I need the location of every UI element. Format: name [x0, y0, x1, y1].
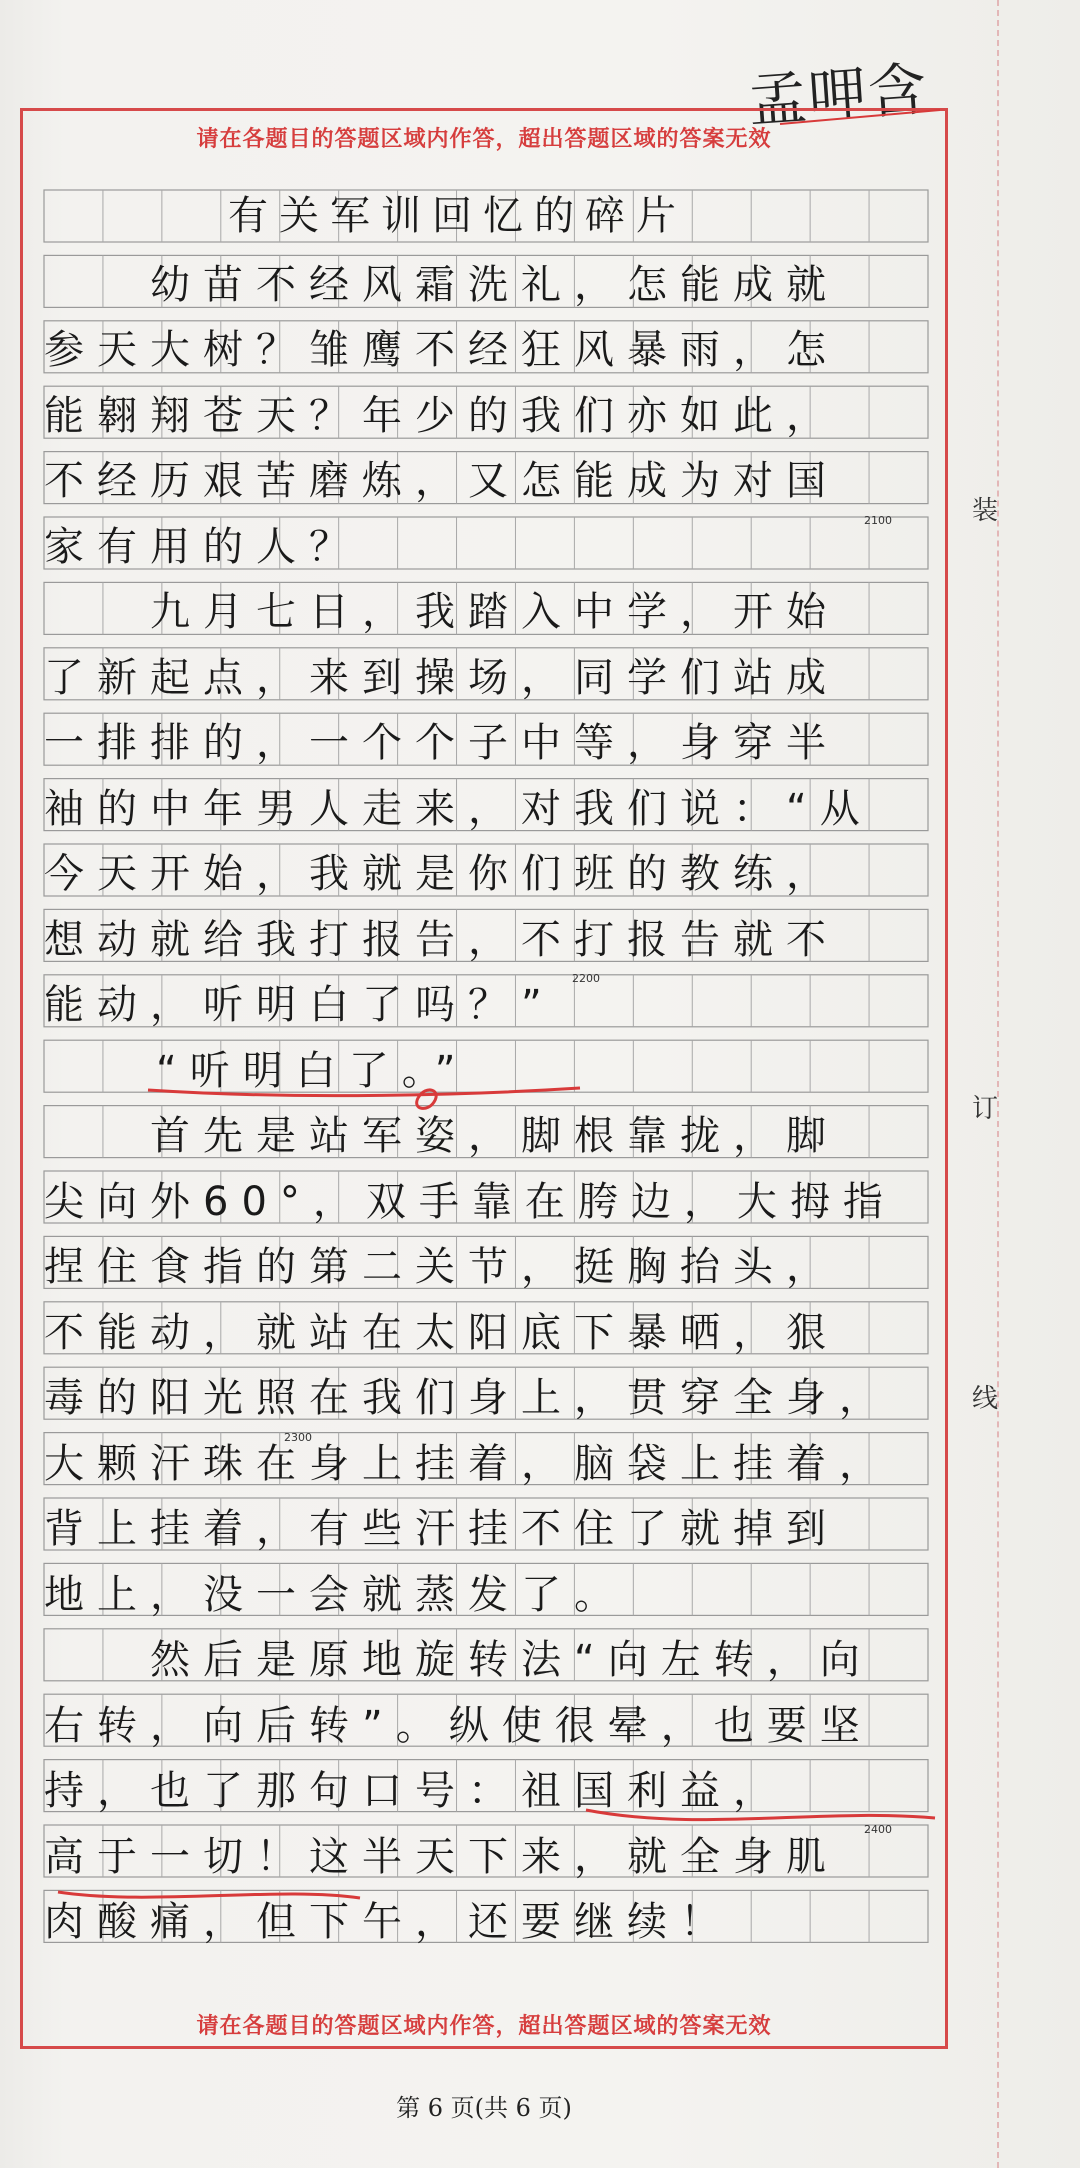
word-count-mark-2400: 2400 [864, 1823, 892, 1836]
essay-line: 肉酸痛，但下午，还要继续！ [44, 1899, 733, 1945]
essay-line: 高于一切！这半天下来，就全身肌 [44, 1834, 839, 1880]
essay-line: 九月七日，我踏入中学，开始 [44, 589, 839, 635]
essay-line: 捏住食指的第二关节，挺胸抬头， [44, 1244, 839, 1290]
essay-line: 一排排的，一个个子中等，身穿半 [44, 720, 839, 766]
underline-annotation [58, 1892, 360, 1898]
essay-line: “听明白了。” [156, 1048, 469, 1094]
essay-line: 尖向外60°，双手靠在胯边，大拇指 [44, 1179, 896, 1225]
handwritten-signature: 孟呷含 [746, 54, 931, 136]
essay-line: 能动，听明白了吗？” [44, 982, 555, 1028]
margin-label-ding: 订 [972, 1094, 999, 1124]
circle-annotation [417, 1090, 437, 1109]
essay-line: 幼苗不经风霜洗礼，怎能成就 [44, 262, 839, 308]
underline-annotation [148, 1088, 580, 1096]
essay-line: 今天开始，我就是你们班的教练， [44, 851, 839, 897]
essay-line: 持，也了那句口号：祖国利益， [44, 1768, 786, 1814]
essay-line: 然后是原地旋转法“向左转，向 [44, 1637, 873, 1683]
margin-label-xian: 线 [972, 1384, 999, 1414]
margin-label-zhuang: 装 [972, 496, 999, 526]
essay-line: 首先是站军姿，脚根靠拢，脚 [44, 1113, 839, 1159]
essay-line: 袖的中年男人走来，对我们说：“从 [44, 786, 873, 832]
answer-area-notice-top: 请在各题目的答题区域内作答，超出答题区域的答案无效 [196, 127, 772, 152]
essay-line: 不能动，就站在太阳底下暴晒，狠 [44, 1310, 839, 1356]
underline-annotation [586, 1810, 935, 1820]
essay-line: 背上挂着，有些汗挂不住了就掉到 [44, 1506, 839, 1552]
answer-area-notice-bottom: 请在各题目的答题区域内作答，超出答题区域的答案无效 [196, 2014, 772, 2039]
essay-line: 家有用的人？ [44, 524, 362, 570]
essay-line: 了新起点，来到操场，同学们站成 [44, 655, 839, 701]
essay-line: 想动就给我打报告，不打报告就不 [44, 917, 839, 963]
essay-line: 不经历艰苦磨炼，又怎能成为对国 [44, 458, 839, 504]
word-count-mark-2200: 2200 [572, 972, 600, 985]
essay-line: 大颗汗珠在身上挂着，脑袋上挂着， [44, 1441, 892, 1487]
word-count-mark-2100: 2100 [864, 514, 892, 527]
essay-line: 能翱翔苍天？年少的我们亦如此， [44, 393, 839, 439]
essay-line: 参天大树？雏鹰不经狂风暴雨，怎 [44, 327, 839, 373]
page-number: 第 6 页(共 6 页) [396, 2094, 572, 2122]
signature-stroke [780, 110, 940, 124]
essay-line: 毒的阳光照在我们身上，贯穿全身， [44, 1375, 892, 1421]
essay-title: 有关军训回忆的碎片 [228, 193, 687, 239]
essay-line: 地上，没一会就蒸发了。 [44, 1572, 627, 1618]
essay-line: 右转，向后转”。纵使很晕，也要坚 [44, 1703, 873, 1749]
word-count-mark-2300: 2300 [284, 1431, 312, 1444]
